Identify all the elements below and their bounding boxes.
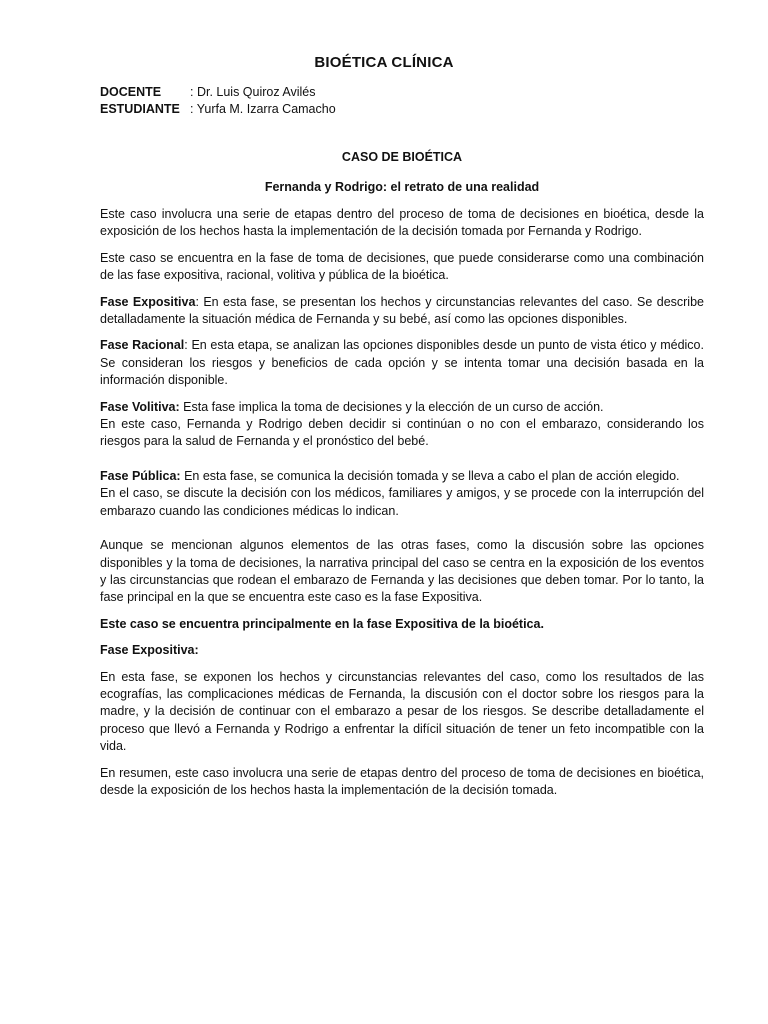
estudiante-row xyxy=(100,101,336,118)
paragraph-intro: Este caso involucra una serie de etapas dentro del proceso de toma de decisiones en bioética, desde la exposición de los hechos hasta la implementación de la decisión tomada por Fernanda y Rodrigo. xyxy=(100,207,704,239)
case-subtitle: Fernanda y Rodrigo: el retrato de una realidad xyxy=(264,180,540,194)
document-body xyxy=(100,206,704,808)
paragraph-esta-fase: En esta fase, se exponen los hechos y circunstancias relevantes del caso, como los resultados de las ecografías, las complicaciones médicas de Fernanda, la discusión con el doctor sobre los riesgos para la madre, y la decisión de continuar con el embarazo a pesar de los riesgos. Se describe detalladamente el proceso que llevó a Fernanda y Rodrigo a enfrentar la difícil situación de tener un feto incompatible con la vida. xyxy=(100,669,704,754)
docente-row xyxy=(100,84,336,101)
paragraph-fase-expositiva xyxy=(100,294,704,329)
fase-volitiva-label: Fase Volitiva: xyxy=(100,399,180,414)
paragraph-resumen: En resumen, este caso involucra una serie de etapas dentro del proceso de toma de decisiones en bioética, desde la exposición de los hechos hasta la implementación de la decisión tomada. xyxy=(100,765,704,797)
paragraph-conclusion xyxy=(100,616,704,633)
docente-label: DOCENTE xyxy=(100,85,162,99)
fase-racional-label: Fase Racional xyxy=(100,338,185,353)
document-meta xyxy=(100,84,336,118)
spacer xyxy=(100,460,704,468)
fase-expositiva-heading: Fase Expositiva: xyxy=(100,643,199,658)
document-title: BIOÉTICA CLÍNICA xyxy=(314,54,454,71)
paragraph-fase-volitiva xyxy=(100,399,704,451)
fase-expositiva-label: Fase Expositiva xyxy=(100,294,196,309)
fase-publica-label: Fase Pública: xyxy=(100,468,181,483)
paragraph-fase-decisiones: Este caso se encuentra en la fase de toma de decisiones, que puede considerarse como una combinación de las fase expositiva, racional, volitiva y pública de la bioética. xyxy=(100,250,704,283)
conclusion-bold: Este caso se encuentra principalmente en la fase Expositiva de la bioética. xyxy=(100,616,544,631)
paragraph-fase-publica xyxy=(100,468,704,520)
estudiante-value: : Yurfa M. Izarra Camacho xyxy=(190,102,336,116)
spacer xyxy=(100,529,704,537)
paragraph-aunque: Aunque se mencionan algunos elementos de las otras fases, como la discusión sobre las opciones disponibles y la toma de decisiones, la narrativa principal del caso se centra en la exposición de los eventos y las circunstancias que rodean el embarazo de Fernanda y las decisiones que deben tomar. Por lo tanto, la fase principal en la que se encuentra este caso es la fase Expositiva. xyxy=(100,538,704,605)
paragraph-fase-racional xyxy=(100,337,704,389)
paragraph-fase-expositiva-heading xyxy=(100,642,704,659)
fase-volitiva-text-2: En este caso, Fernanda y Rodrigo deben decidir si continúan o no con el embarazo, considerando los riesgos para la salud de Fernanda y el pronóstico del bebé. xyxy=(100,417,704,449)
fase-publica-text-2: En el caso, se discute la decisión con los médicos, familiares y amigos, y se procede con la interrupción del embarazo cuando las condiciones médicas lo indican. xyxy=(100,486,704,518)
section-heading: CASO DE BIOÉTICA xyxy=(341,150,463,164)
fase-expositiva-text: : En esta fase, se presentan los hechos y circunstancias relevantes del caso. Se describe detalladamente la situación médica de Fernanda y su bebé, así como las opciones disponibles. xyxy=(100,294,704,327)
docente-value: : Dr. Luis Quiroz Avilés xyxy=(190,85,316,99)
estudiante-label: ESTUDIANTE xyxy=(100,102,180,116)
fase-racional-text: : En esta etapa, se analizan las opciones disponibles desde un punto de vista ético y médico. Se consideran los riesgos y beneficios de cada opción y se intenta tomar una decisión basada en la información disponible. xyxy=(100,338,704,388)
fase-volitiva-text: Esta fase implica la toma de decisiones y la elección de un curso de acción. xyxy=(179,399,604,414)
fase-publica-text: En esta fase, se comunica la decisión tomada y se lleva a cabo el plan de acción elegido. xyxy=(180,468,680,483)
